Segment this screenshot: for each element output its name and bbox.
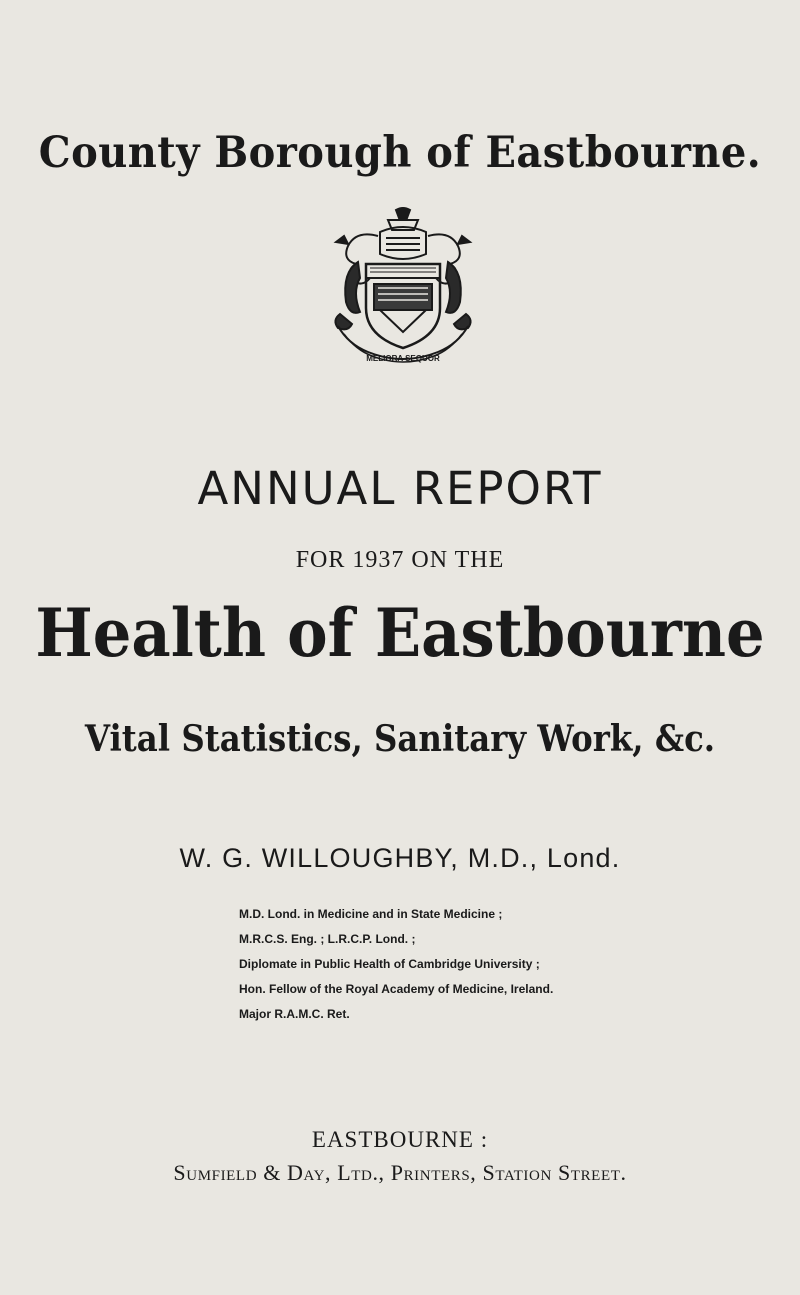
qualification-line: Hon. Fellow of the Royal Academy of Medicine, Ireland. [239,982,554,996]
publication-place: EASTBOURNE : [311,1127,489,1152]
report-subject: Health of Eastbourne [35,594,765,672]
qualification-line: Major R.A.M.C. Ret. [239,1007,350,1021]
report-subtitle: Vital Statistics, Sanitary Work, &c. [84,718,716,760]
printer-imprint: Sumfield & Day, Ltd., Printers, Station Street. [173,1160,627,1185]
crest-motto: MELIORA SEQUOR [366,354,440,363]
borough-title: County Borough of Eastbourne. [38,128,762,178]
coat-of-arms-crest [318,206,488,376]
report-heading: ANNUAL REPORT [197,462,603,515]
author-name: W. G. WILLOUGHBY, M.D., Lond. [179,843,621,873]
qualification-line: Diplomate in Public Health of Cambridge University ; [239,957,540,971]
author-qualifications [239,902,553,1027]
qualification-line: M.D. Lond. in Medicine and in State Medicine ; [239,907,503,921]
qualification-line: M.R.C.S. Eng. ; L.R.C.P. Lond. ; [239,932,416,946]
report-year-line: FOR 1937 ON THE [295,547,505,573]
